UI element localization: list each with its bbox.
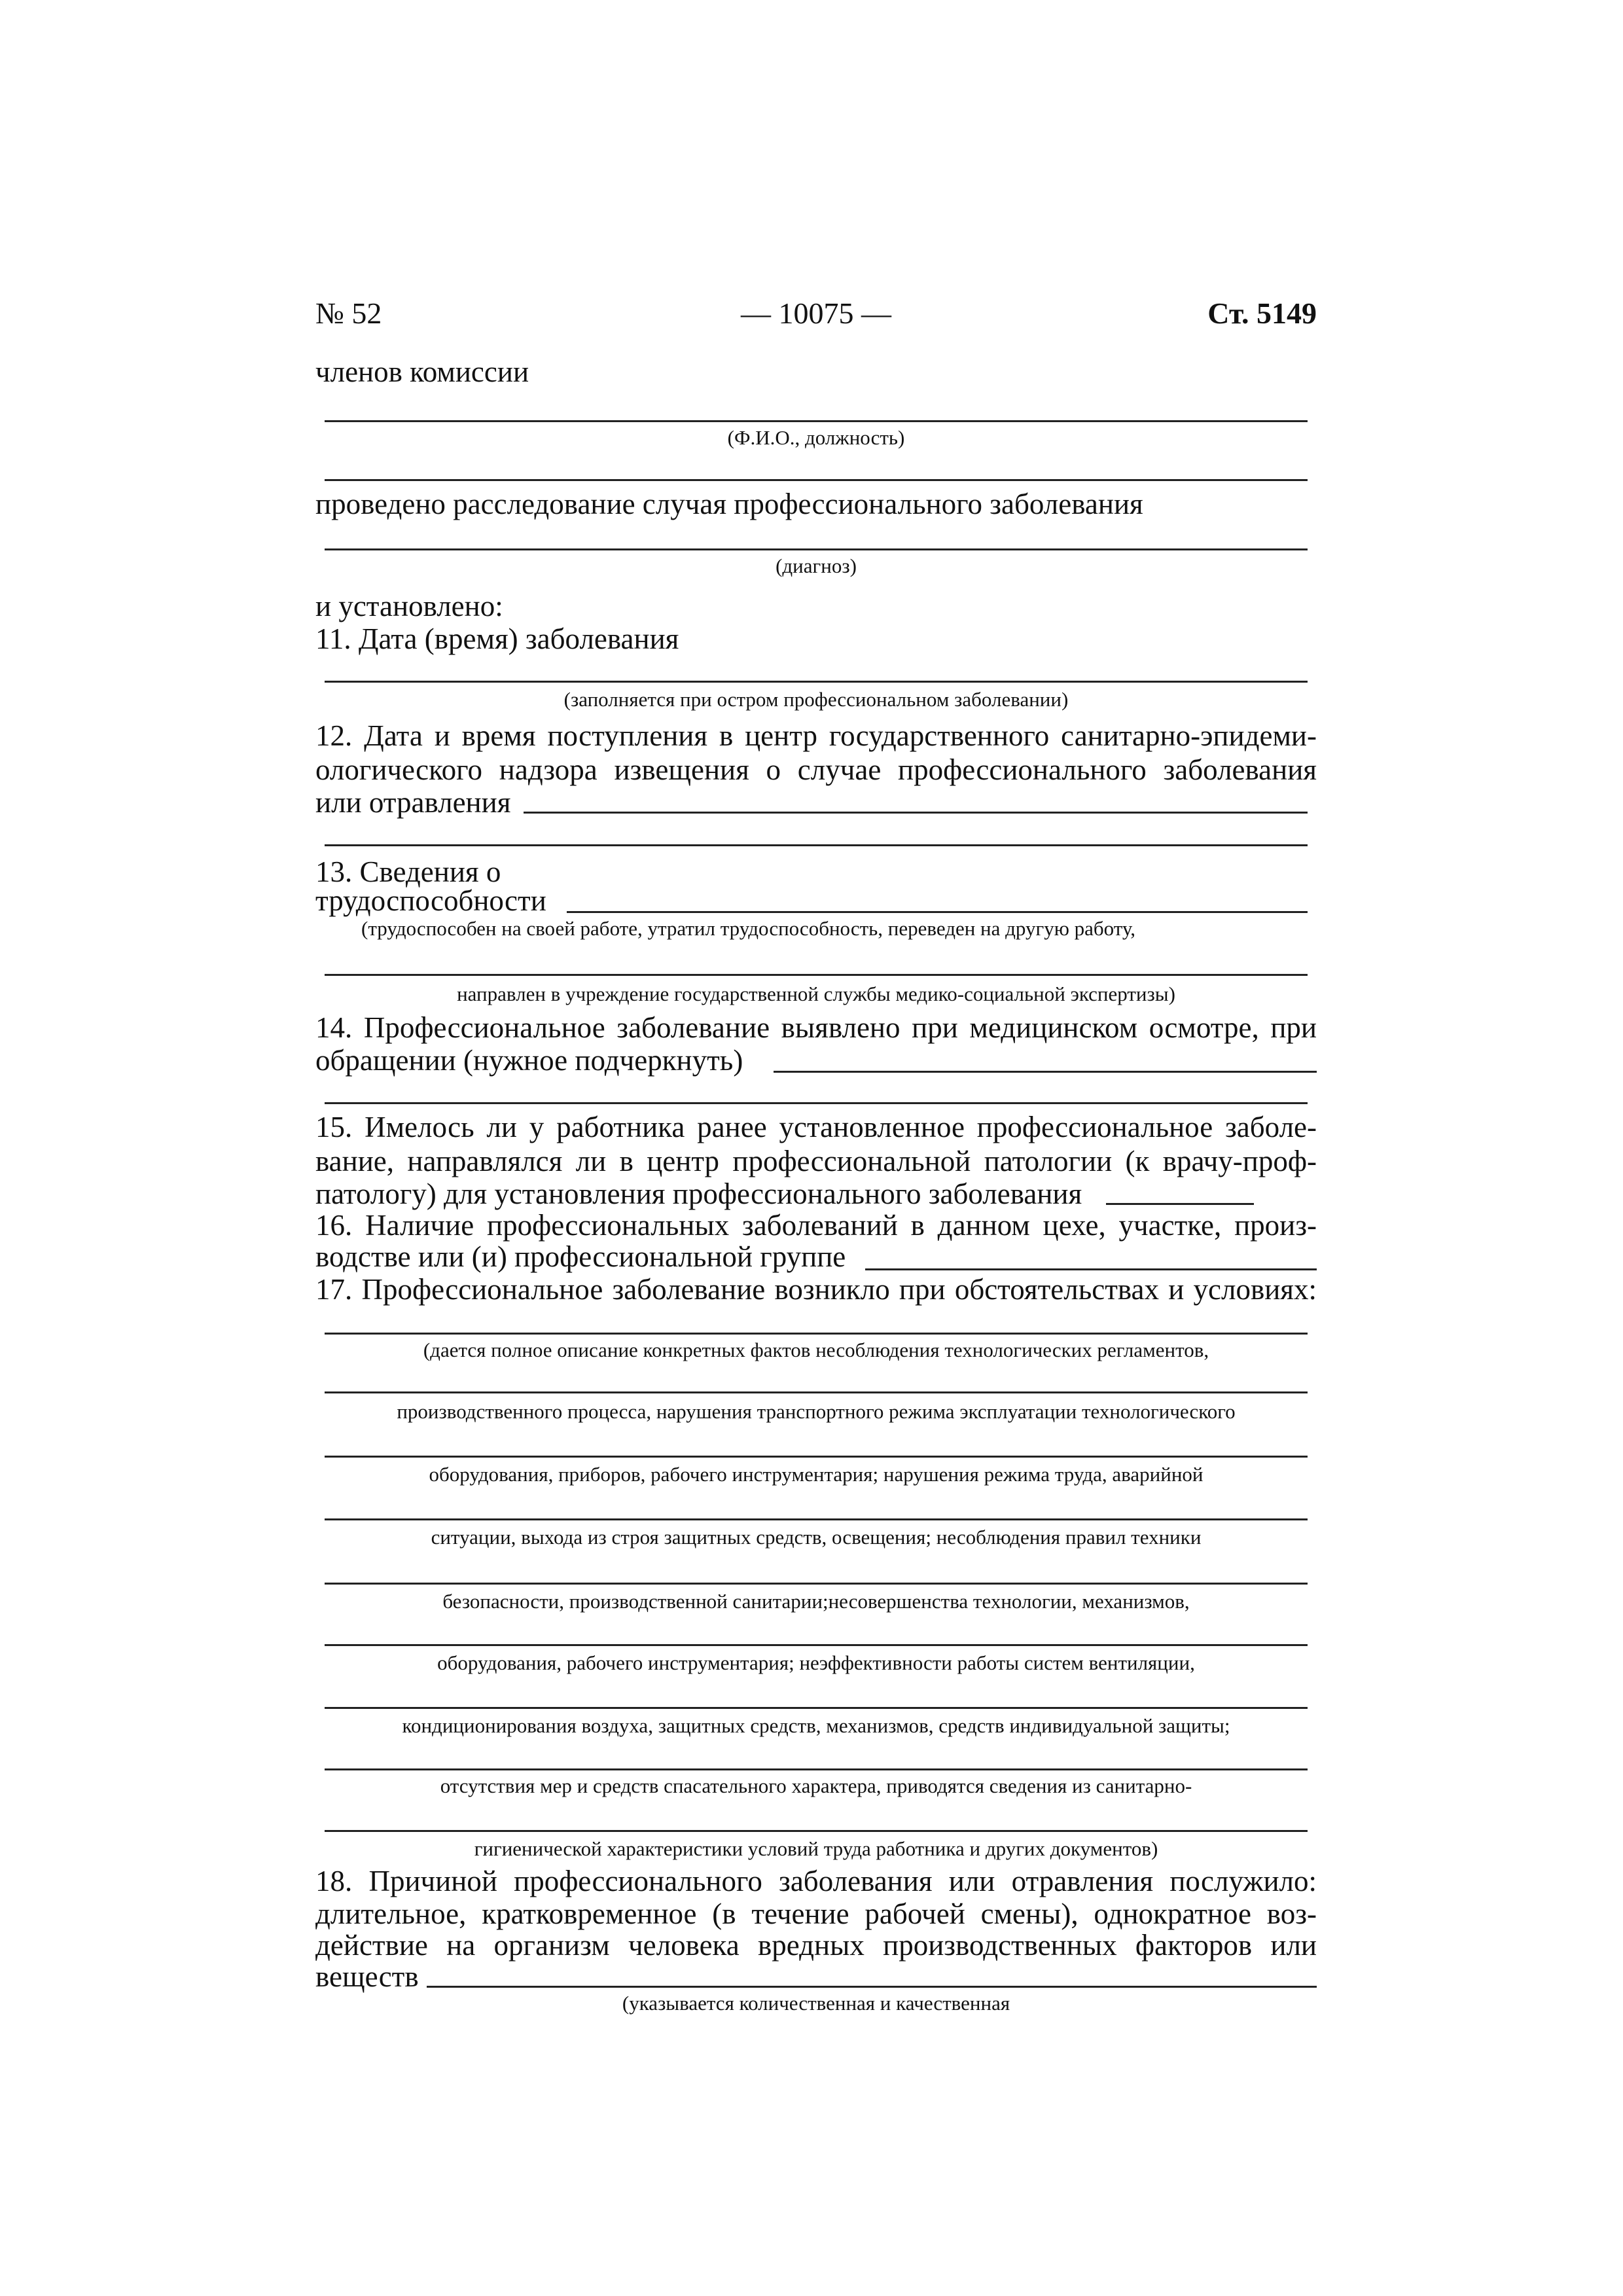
fill-line-item-12-2[interactable] [325,844,1308,846]
item-14-line-1: 14. Профессиональное заболевание выявлено при медицинском осмотре, при [315,1011,1317,1044]
established-line: и установлено: [315,590,503,622]
caption-item-18: (указывается количественная и качественная [622,1992,1010,2015]
caption-item-11: (заполняется при остром профессиональном заболевании) [563,688,1069,711]
caption-item-13-line-1: (трудоспособен на своей работе, утратил трудоспособность, переведен на другую работу, [361,917,1136,940]
item-12-line-1: 12. Дата и время поступления в центр государственного санитарно-эпидеми- [315,719,1317,752]
caption-item-17-line-9: гигиенической характеристики условий труда работника и других документов) [474,1837,1158,1860]
fill-line-item-17-9[interactable] [325,1830,1308,1832]
fill-line-item-17-1[interactable] [325,1333,1308,1335]
item-12-line-3: или отравления [315,786,511,819]
caption-item-17-line-7: кондиционирования воздуха, защитных средств, механизмов, средств индивидуальной защиты; [402,1714,1230,1737]
item-16-line-2: водстве или (и) профессиональной группе [315,1240,846,1273]
item-16-line-1: 16. Наличие профессиональных заболеваний в данном цехе, участке, произ- [315,1209,1317,1242]
fill-line-item-14-2[interactable] [325,1102,1308,1104]
fill-line-item-11[interactable] [325,681,1308,683]
caption-diagnosis: (диагноз) [776,554,857,577]
caption-fio: (Ф.И.О., должность) [727,426,905,449]
fill-line-item-12[interactable] [524,812,1308,814]
form-body [315,0,1317,2296]
fill-line-item-18[interactable] [427,1986,1317,1988]
members-line: членов комиссии [315,355,529,388]
item-13-line-1: 13. Сведения о [315,855,501,888]
caption-item-17-line-1: (дается полное описание конкретных фактов несоблюдения технологических регламентов, [423,1338,1209,1361]
fill-line-item-17-6[interactable] [325,1644,1308,1646]
fill-line-item-17-4[interactable] [325,1518,1308,1520]
fill-line-item-17-7[interactable] [325,1707,1308,1709]
item-18-line-4: веществ [315,1960,419,1993]
issue-number: № 52 [315,296,382,330]
caption-item-17-line-3: оборудования, приборов, рабочего инструментария; нарушения режима труда, аварийной [429,1463,1204,1486]
fill-line-item-17-5[interactable] [325,1583,1308,1585]
fill-line-item-16[interactable] [865,1268,1317,1270]
caption-item-17-line-2: производственного процесса, нарушения транспортного режима эксплуатации технологического [397,1400,1236,1423]
item-17: 17. Профессиональное заболевание возникло при обстоятельствах и условиях: [315,1273,1317,1306]
fill-line-item-13-2[interactable] [325,974,1308,976]
item-18-line-3: действие на организм человека вредных производственных факторов или [315,1929,1317,1962]
page-number: — 10075 — [741,296,891,330]
item-18-line-1: 18. Причиной профессионального заболевания или отравления послужило: [315,1865,1317,1897]
item-12-line-2: ологического надзора извещения о случае профессионального заболевания [315,753,1317,786]
item-15-line-1: 15. Имелось ли у работника ранее установленное профессиональное заболе- [315,1111,1317,1143]
caption-item-17-line-8: отсутствия мер и средств спасательного характера, приводятся сведения из санитарно- [440,1774,1192,1797]
fill-line-diagnosis[interactable] [325,548,1308,550]
fill-line-fio-2[interactable] [325,479,1308,481]
item-15-line-3: патологу) для установления профессионального заболевания [315,1177,1082,1210]
item-14-line-2: обращении (нужное подчеркнуть) [315,1044,743,1077]
article-number: Ст. 5149 [1207,296,1317,330]
caption-item-17-line-4: ситуации, выхода из строя защитных средств, освещения; несоблюдения правил техники [431,1526,1202,1549]
caption-item-17-line-6: оборудования, рабочего инструментария; неэффективности работы систем вентиляции, [437,1651,1195,1674]
fill-line-item-13[interactable] [567,911,1308,913]
investigation-line: проведено расследование случая профессионального заболевания [315,488,1143,520]
item-11: 11. Дата (время) заболевания [315,622,679,655]
item-18-line-2: длительное, кратковременное (в течение рабочей смены), однократное воз- [315,1897,1317,1930]
fill-line-item-17-8[interactable] [325,1768,1308,1770]
fill-line-item-17-2[interactable] [325,1391,1308,1393]
caption-item-13-line-2: направлен в учреждение государственной службы медико-социальной экспертизы) [457,982,1175,1005]
fill-line-fio[interactable] [325,420,1308,422]
item-15-line-2: вание, направлялся ли в центр профессиональной патологии (к врачу-проф- [315,1145,1317,1177]
caption-item-17-line-5: безопасности, производственной санитарии;несовершенства технологии, механизмов, [442,1590,1190,1613]
fill-line-item-14[interactable] [774,1071,1317,1073]
item-13-line-2: трудоспособности [315,884,546,917]
fill-line-item-17-3[interactable] [325,1456,1308,1458]
fill-line-item-15[interactable] [1106,1203,1254,1205]
